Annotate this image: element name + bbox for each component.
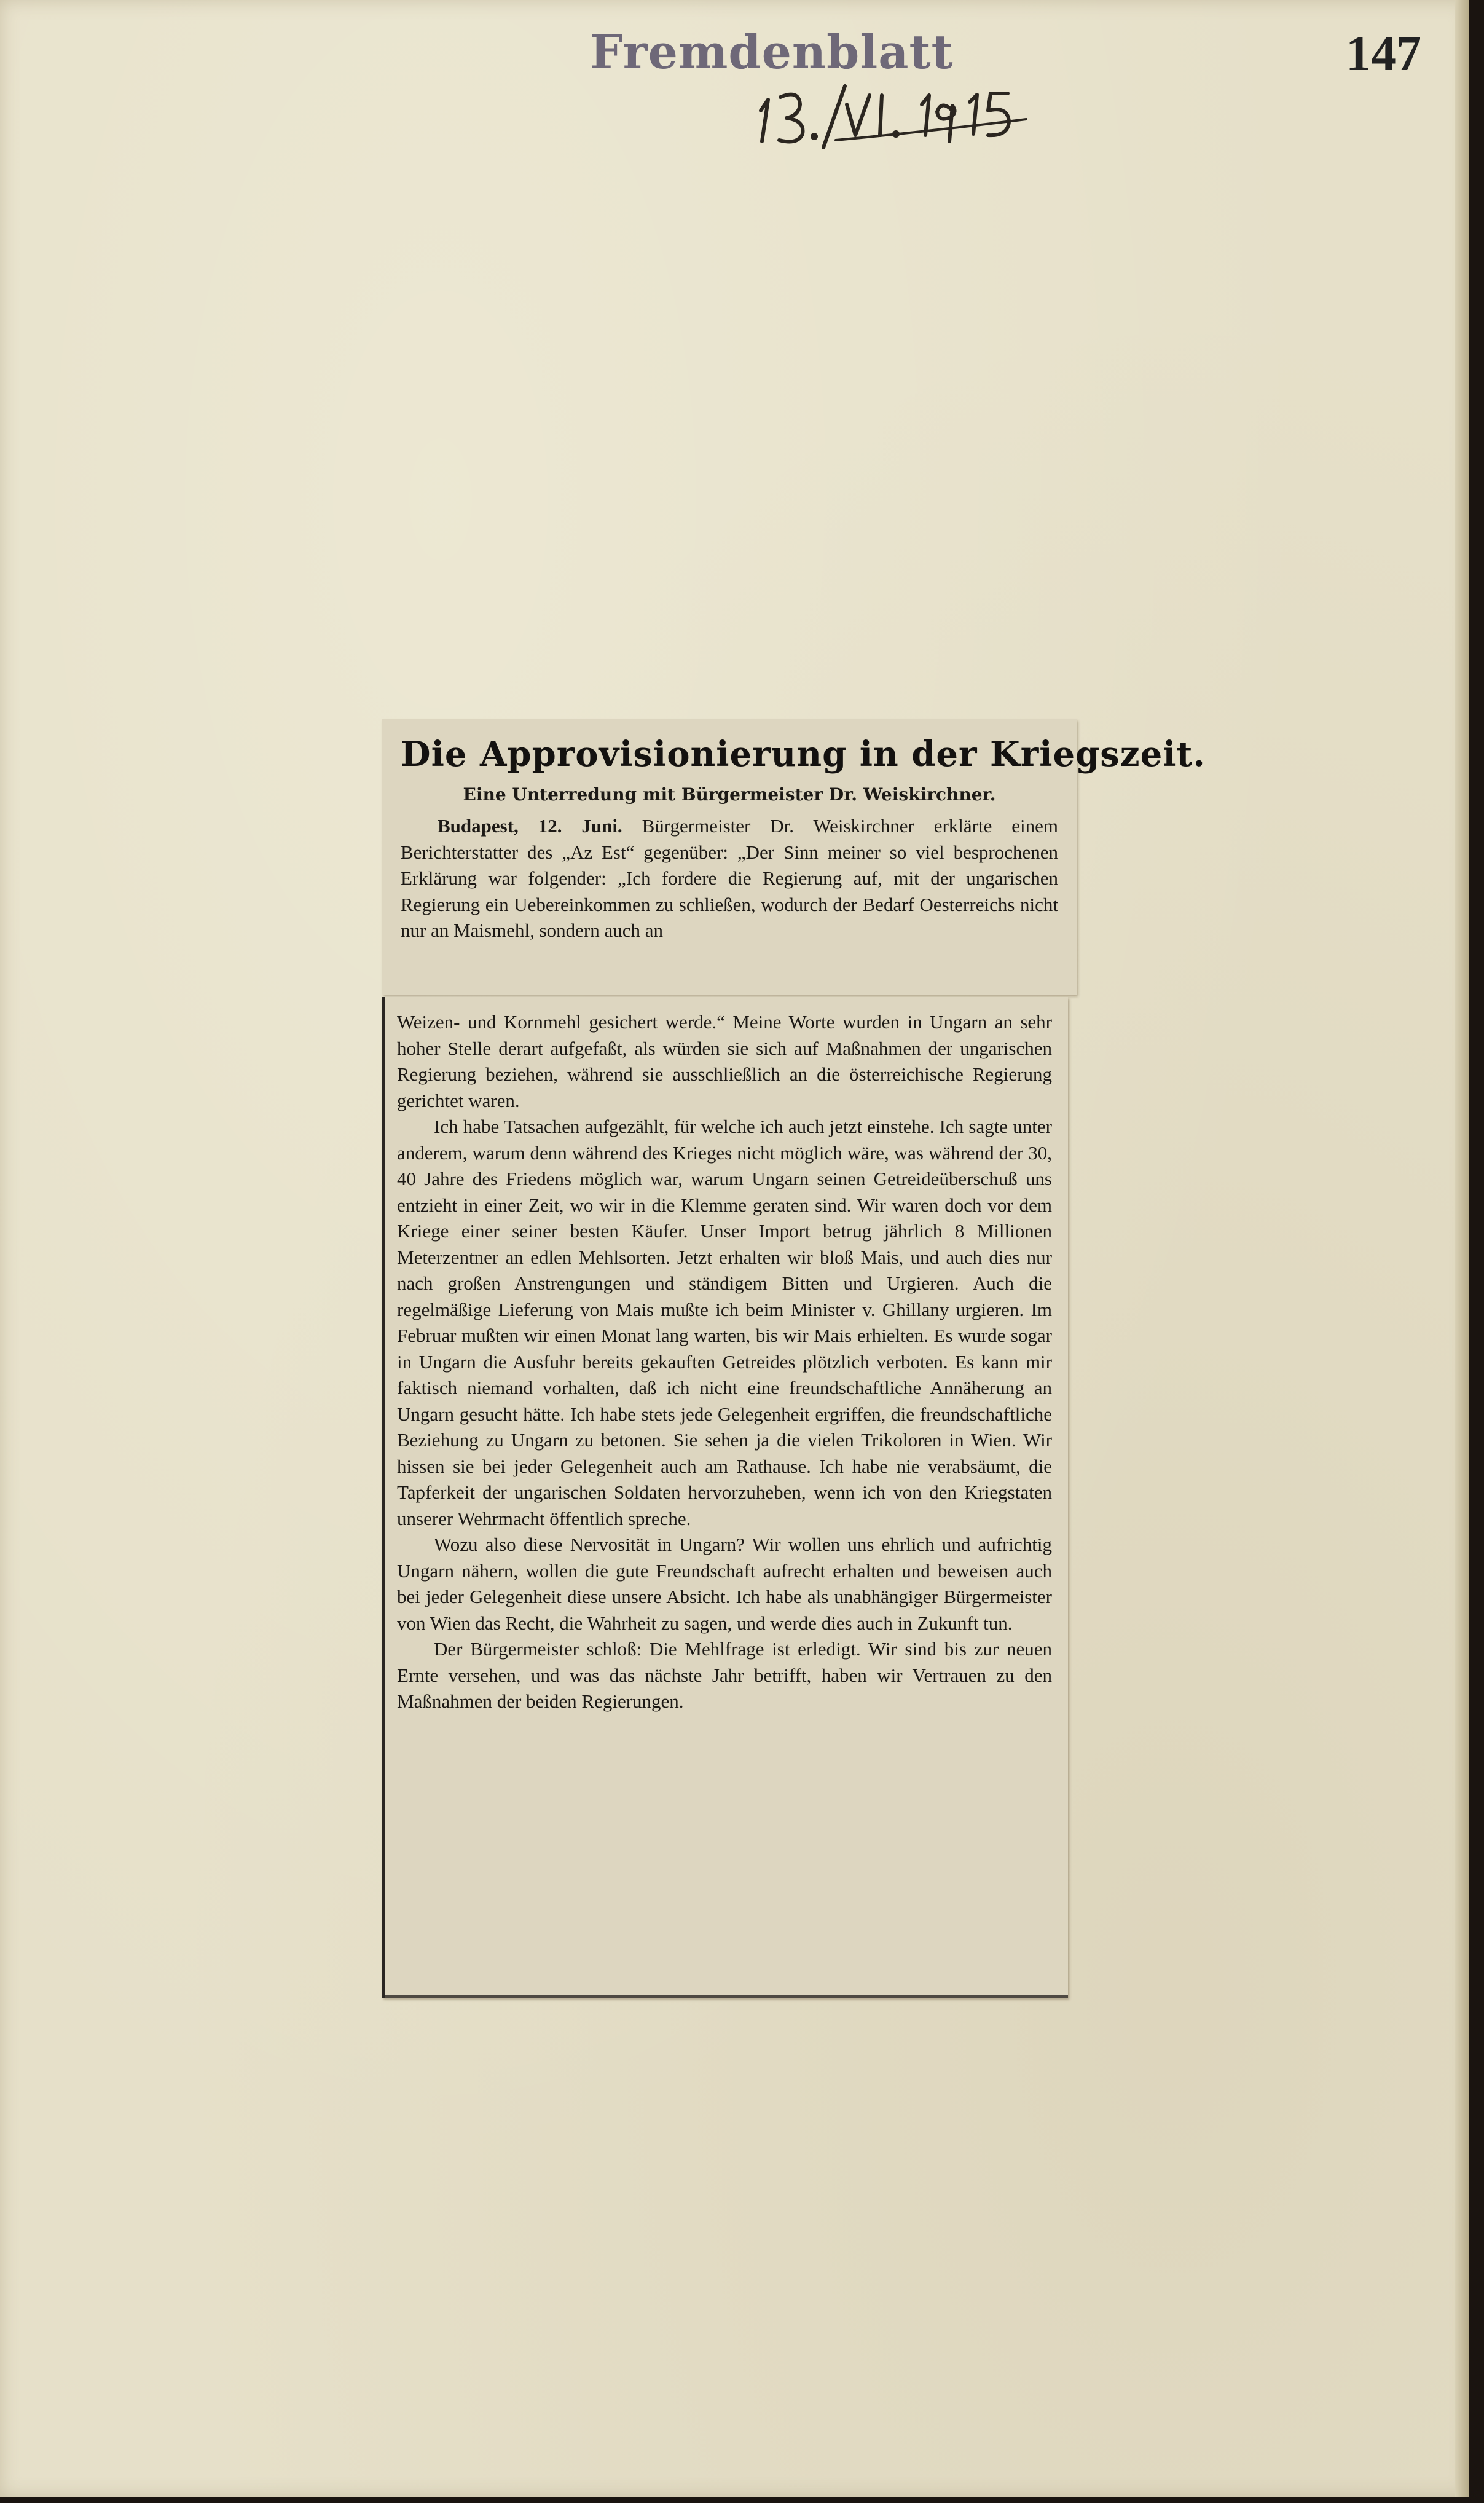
article-subtitle: Eine Unterredung mit Bürgermeister Dr. Weiskirchner. [463, 784, 996, 805]
clipping-rule [385, 1995, 1068, 1998]
handwritten-date [744, 68, 1038, 154]
article-paragraph-3: Wozu also diese Nervosität in Ungarn? Wir wollen uns ehrlich und aufrichtig Ungarn nähern, wollen die gute Freundschaft aufrecht erhalten und beweisen auch bei jeder Gelegenheit diese unsere Absicht. Ich habe als unabhängiger Bürgermeister von Wien das Recht, die Wahrheit zu sagen, und werde dies auch in Zukunft tun. [397, 1534, 1052, 1634]
article-clipping-bottom [382, 997, 1068, 1998]
article-dateline: Budapest, 12. Juni. [438, 815, 622, 837]
page-number: 147 [1346, 25, 1421, 81]
article-paragraph-1-continued: Weizen- und Kornmehl gesichert werde.“ Meine Worte wurden in Ungarn an sehr hoher Stelle derart aufgefaßt, als würden sie sich auf Maßnahmen der ungarischen Regierung beziehen, während sie ausschließlich an die österreichische Regierung gerichtet waren. [397, 1011, 1052, 1111]
article-title: Die Approvisionierung in der Kriegszeit. [401, 734, 1206, 775]
article-lead-text: Bürgermeister Dr. Weiskirchner erklärte einem Berichterstatter des „Az Est“ gegenüber: „Der Sinn meiner so viel besprochenen Erklärung war folgender: „Ich fordere die Regierung auf, mit der ungarischen Regierung ein Uebereinkommen zu schließen, wodurch der Bedarf Oesterreichs nicht nur an Maismehl, sondern auch an [401, 815, 1059, 941]
newspaper-stamp: Fremdenblatt [590, 25, 954, 79]
article-paragraph-4: Der Bürgermeister schloß: Die Mehlfrage ist erledigt. Wir sind bis zur neuen Ernte versehen, und was das nächste Jahr betrifft, haben wir Vertrauen zu den Maßnahmen der beiden Regierungen. [397, 1638, 1052, 1712]
article-lead-paragraph [401, 813, 1058, 944]
article-clipping-top [382, 719, 1206, 995]
sheet-edge [1455, 0, 1469, 2497]
article-paragraph-2: Ich habe Tatsachen aufgezählt, für welche ich auch jetzt einstehe. Ich sagte unter anderem, warum denn während des Krieges nicht möglich wäre, was während der 30, 40 Jahre des Friedens möglich war, warum Ungarn seinen Getreideüberschuß uns entzieht in einer Zeit, wo wir in die Klemme geraten sind. Wir waren doch vor dem Kriege einer seiner besten Käufer. Unser Import betrug jährlich 8 Millionen Meterzentner an edlen Mehlsorten. Jetzt erhalten wir bloß Mais, und auch dies nur nach großen Anstrengungen und ständigem Bitten und Urgieren. Auch die regelmäßige Lieferung von Mais mußte ich beim Minister v. Ghillany urgieren. Im Februar mußten wir einen Monat lang warten, bis wir Mais erhielten. Es wurde sogar in Ungarn die Ausfuhr bereits gekauften Getreides plötzlich verboten. Es kann mir faktisch niemand vorhalten, daß ich nicht eine freundschaftliche Annäherung an Ungarn gesucht hätte. Ich habe stets jede Gelegenheit ergriffen, die freundschaftliche Beziehung zu Ungarn zu betonen. Sie sehen ja die vielen Trikoloren in Wien. Wir hissen sie bei jeder Gelegenheit auch am Rathause. Ich habe nie verabsäumt, die Tapferkeit der ungarischen Soldaten hervorzuheben, wenn ich von den Kriegstaten unserer Wehrmacht öffentlich spreche. [397, 1116, 1052, 1529]
